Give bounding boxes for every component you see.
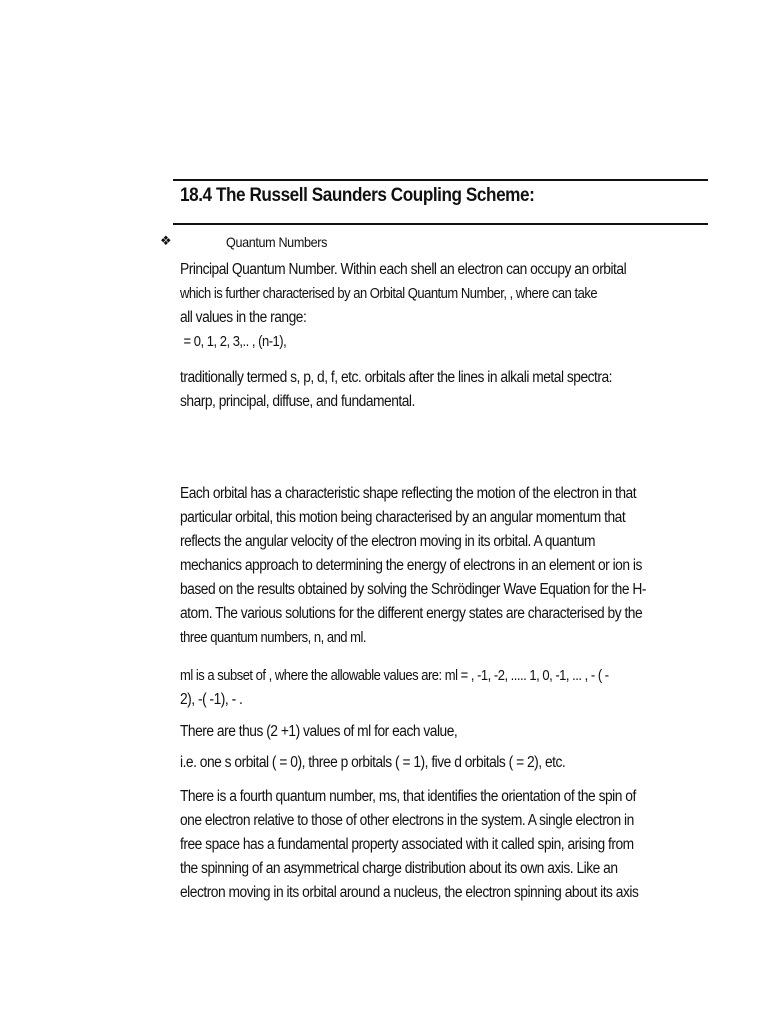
paragraph-orbital-examples xyxy=(180,751,705,775)
paragraph-orbital-shape xyxy=(180,482,705,650)
text-line: all values in the range: xyxy=(180,309,307,326)
text-line: particular orbital, this motion being characterised by an angular momentum that xyxy=(180,509,626,526)
text-line: atom. The various solutions for the different energy states are characterised by the xyxy=(180,605,643,622)
heading-top-rule xyxy=(173,179,708,181)
text-line: ml is a subset of , where the allowable values are: ml = , -1, -2, ..... 1, 0, -1, ... , - ( - xyxy=(180,668,609,684)
paragraph-orbital-names xyxy=(180,366,705,414)
text-line: 2), -( -1), - . xyxy=(180,691,243,708)
text-line: reflects the angular velocity of the electron moving in its orbital. A quantum xyxy=(180,533,596,550)
text-line: Principal Quantum Number. Within each shell an electron can occupy an orbital xyxy=(180,261,627,278)
paragraph-spin-quantum-number xyxy=(180,785,705,905)
heading-bottom-rule xyxy=(173,223,708,225)
paragraph-principal-quantum-number xyxy=(180,258,705,354)
text-line: three quantum numbers, n, and ml. xyxy=(180,630,367,646)
text-line: traditionally termed s, p, d, f, etc. orbitals after the lines in alkali metal spectra: xyxy=(180,369,613,386)
text-line: the spinning of an asymmetrical charge distribution about its own axis. Like an xyxy=(180,860,618,877)
text-line: There is a fourth quantum number, ms, that identifies the orientation of the spin of xyxy=(180,788,636,805)
text-line: Each orbital has a characteristic shape reflecting the motion of the electron in that xyxy=(180,485,637,502)
text-line: sharp, principal, diffuse, and fundamental. xyxy=(180,393,415,410)
subsection-heading: Quantum Numbers xyxy=(226,234,328,250)
text-line: mechanics approach to determining the energy of electrons in an element or ion is xyxy=(180,557,642,574)
paragraph-ml-subset xyxy=(180,664,705,712)
text-line: = 0, 1, 2, 3,.. , (n-1), xyxy=(183,334,287,350)
text-line: There are thus (2 +1) values of ml for each value, xyxy=(180,723,458,740)
section-heading: 18.4 The Russell Saunders Coupling Scheme: xyxy=(180,184,535,206)
text-line: based on the results obtained by solving the Schrödinger Wave Equation for the H- xyxy=(180,581,646,598)
paragraph-ml-count xyxy=(180,720,705,744)
text-line: free space has a fundamental property associated with it called spin, arising from xyxy=(180,836,634,853)
diamond-bullet-icon: ❖ xyxy=(160,234,172,249)
text-line: i.e. one s orbital ( = 0), three p orbitals ( = 1), five d orbitals ( = 2), etc. xyxy=(180,754,566,771)
text-line: electron moving in its orbital around a nucleus, the electron spinning about its axis xyxy=(180,884,639,901)
text-line: which is further characterised by an Orbital Quantum Number, , where can take xyxy=(180,286,598,302)
text-line: one electron relative to those of other electrons in the system. A single electron in xyxy=(180,812,634,829)
